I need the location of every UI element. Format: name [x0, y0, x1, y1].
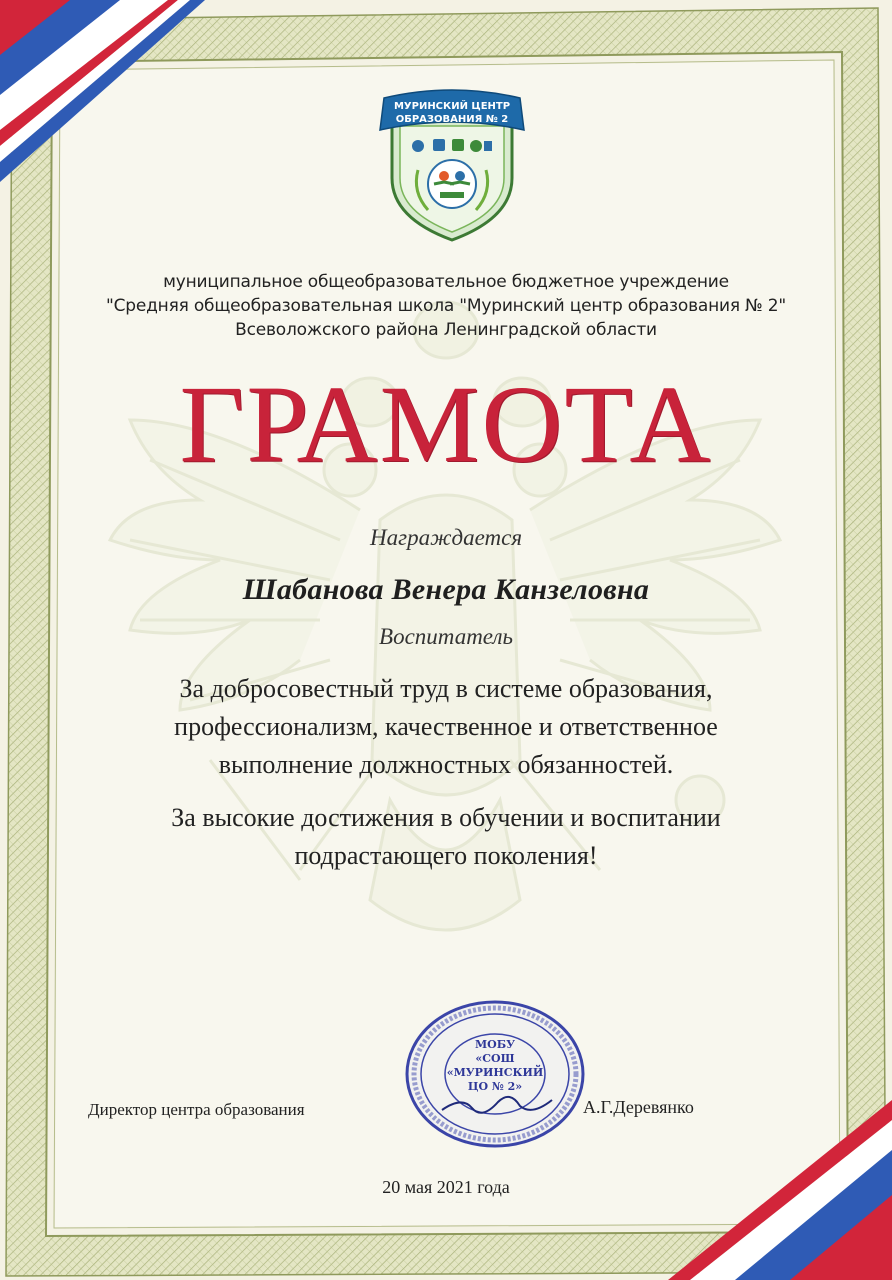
logo-ribbon-text-2: ОБРАЗОВАНИЯ № 2 [395, 114, 509, 125]
recipient-position: Воспитатель [379, 624, 513, 649]
stamp-text-3: «МУРИНСКИЙ [446, 1066, 544, 1079]
institution-line-2: "Средняя общеобразовательная школа "Муринский центр образования № 2" [105, 296, 787, 316]
reason-paragraph-2 [0, 799, 892, 875]
reason-line: подрастающего поколения! [294, 841, 598, 870]
award-reason [0, 670, 892, 875]
reason-line: За добросовестный труд в системе образования, [179, 674, 713, 703]
certificate-title: ГРАМОТА [179, 363, 713, 485]
official-stamp [402, 998, 588, 1150]
logo-ribbon-text-1: МУРИНСКИЙ ЦЕНТР [393, 101, 511, 112]
signature-role: Директор центра образования [88, 1100, 305, 1119]
reason-paragraph-1 [0, 670, 892, 784]
stamp-text-1: МОБУ [474, 1038, 516, 1051]
school-logo [378, 88, 526, 244]
institution-line-3: Всеволожского района Ленинградской области [235, 320, 657, 340]
signature-name: А.Г.Деревянко [583, 1097, 694, 1117]
awarded-label: Награждается [369, 525, 523, 550]
institution-name [0, 270, 892, 342]
recipient-name: Шабанова Венера Канзеловна [242, 573, 650, 606]
institution-line-1: муниципальное общеобразовательное бюджетное учреждение [163, 272, 729, 292]
reason-line: выполнение должностных обязанностей. [218, 750, 674, 779]
stamp-text-2: «СОШ [475, 1052, 515, 1065]
reason-line: За высокие достижения в обучении и воспитании [171, 803, 721, 832]
stamp-text-4: ЦО № 2» [467, 1080, 523, 1093]
reason-line: профессионализм, качественное и ответственное [174, 712, 718, 741]
certificate-date: 20 мая 2021 года [382, 1177, 510, 1197]
